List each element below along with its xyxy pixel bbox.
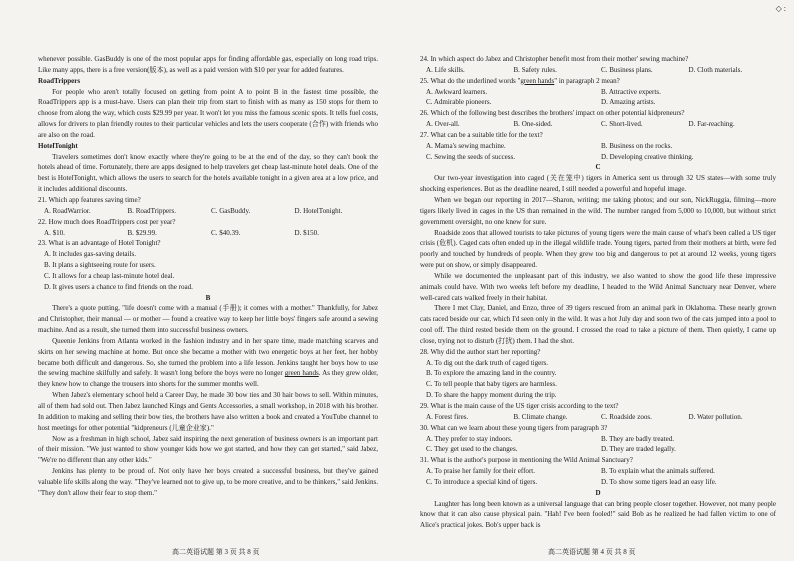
passage-b-paragraph-2: Queenie Jenkins from Atlanta worked in the fashion industry and in her spare time, made matching scarves and skirts on her sewing machine at home. But once she became a mother with two energetic boys at her feet, her hobby became both difficult and dangerous. So, she turned the problem into a life lesson. Jenkins taught her boys how to use the sewing machine skilfully and safely. It wasn't long before the boys were no longer green hands. As they grew older, they knew how to change the trousers into shorts for the summer months well. bbox=[38, 336, 378, 389]
passage-b-paragraph-4: Now as a freshman in high school, Jabez said inspiring the next generation of business owners is an important part of their mission. "We just wanted to show younger kids how we got started, and how they can get started," said Jabez, "We're no different than any other kids." bbox=[38, 434, 378, 465]
question-26-options bbox=[426, 119, 776, 130]
option: C. GasBuddy. bbox=[210, 206, 251, 215]
question-22: 22. How much does RoadTrippers cost per year? bbox=[38, 217, 176, 226]
question-21-options bbox=[44, 206, 378, 217]
option: A. To praise her family for their effort. bbox=[425, 467, 536, 476]
question-29-options bbox=[426, 412, 776, 423]
question-27-options bbox=[426, 141, 776, 152]
option: A. RoadWarrior. bbox=[43, 206, 91, 215]
option: C. Business plans. bbox=[600, 65, 653, 74]
option: A. To dig out the dark truth of caged tigers. bbox=[425, 358, 549, 367]
roadtrippers-paragraph: For people who aren't totally focused on getting from point A to point B in the fastest time possible, the RoadTrippers app is a must-have. Users can plan their trip from start to finish with as many as 150 stops for them to choose from along the way, which costs $29.99 per year. It won't let you miss the famous scenic spots. It tells fuel costs, allows for drivers to plan friendly routes to their particular vehicles and lets the users cooperate (合作) with friends who are also on the road. bbox=[38, 87, 378, 139]
option: C. Roadside zoos. bbox=[600, 412, 652, 421]
passage-c-paragraph-3: Roadside zoos that allowed tourists to take pictures of young tigers were the main cause of what's been called a US tiger crisis (危机). Caged cats often ended up in the illegal wildlife trade. Young tigers, parted from their mothers at birth, were fed poorly and touched by hundreds of people. When they grew too big and dangerous to pet at around 12 weeks, young tigers were put on show, or simply disappeared. bbox=[420, 228, 776, 270]
option: C. It allows for a cheap last-minute hotel deal. bbox=[43, 271, 175, 280]
option: C. Sewing the seeds of success. bbox=[425, 152, 516, 161]
option: D. Cloth materials. bbox=[688, 65, 743, 74]
option: B. One-sided. bbox=[513, 120, 553, 129]
passage-d-paragraph-1: Laughter has long been known as a universal language that can bring people closer together. However, not many people know that it can also cause physical pain. "Hah! I've been fooled!" said Bob as he realized he had fallen victim to one of Alice's practical jokes. Bob's upper back is bbox=[420, 499, 776, 530]
option: A. Forest fires. bbox=[425, 412, 469, 421]
underlined-phrase: green hands bbox=[284, 369, 319, 378]
option: D. To share the happy moment during the trip. bbox=[425, 391, 557, 400]
option: A. Awkward learners. bbox=[425, 87, 488, 96]
option: B. RoadTrippers. bbox=[127, 206, 176, 215]
option: A. Mama's sewing machine. bbox=[425, 141, 506, 150]
question-31: 31. What is the author's purpose in mentioning the Wild Animal Sanctuary? bbox=[420, 456, 633, 465]
option: B. Attractive experts. bbox=[600, 87, 661, 96]
option: D. It gives users a chance to find friends on the road. bbox=[43, 282, 193, 291]
question-27: 27. What can be a suitable title for the text? bbox=[420, 130, 543, 139]
page-footer-left: 高二英语试题 第 3 页 共 8 页 bbox=[172, 548, 260, 556]
option: D. HotelTonight. bbox=[294, 206, 343, 215]
section-b-heading: B bbox=[205, 293, 211, 302]
question-24: 24. In which aspect do Jabez and Christopher benefit most from their mother' sewing machine? bbox=[420, 55, 689, 63]
hoteltonight-heading: HotelTonight bbox=[38, 141, 78, 150]
passage-c-paragraph-4: While we documented the unpleasant part of this industry, we also wanted to show the good life these impressive animals could have. With two weeks left before my deadline, I headed to the Wild Animal Sanctuary near Denver, where well-cared cats walked freely in their habitat. bbox=[420, 271, 776, 302]
option: D. Water pollution. bbox=[688, 412, 743, 421]
section-d-heading: D bbox=[595, 488, 601, 497]
question-27-options bbox=[426, 152, 776, 163]
question-30-options bbox=[426, 444, 776, 455]
option: B. $29.99. bbox=[127, 228, 157, 237]
question-25-options bbox=[426, 87, 776, 98]
section-c-heading: C bbox=[595, 163, 601, 172]
option: C. Short-lived. bbox=[600, 120, 643, 129]
option: B. Climate change. bbox=[513, 412, 568, 421]
question-21: 21. Which app features saving time? bbox=[38, 195, 141, 204]
passage-b-paragraph-1: There's a quote putting, "life doesn't come with a manual (手册); it comes with a mother." Thankfully, for Jabez and Christopher, their manual — or mother — found a creative way to keep her little boys' fingers safe around a sewing machine. And as a result, she turned them into successful business owners. bbox=[38, 304, 378, 335]
passage-b-paragraph-3: When Jabez's elementary school held a Career Day, he made 30 bow ties and 30 hair bows to sell. Within minutes, all of them had sold out. Then Jabez launched Kings and Gents Accessories, a small workshop, in 2018 with his brother. In addition to making and selling their bow ties, the brothers have also written a book and created a YouTube channel to host meetings for other potential "kidpreneurs (儿童企业家)." bbox=[38, 391, 378, 432]
option: D. Developing creative thinking. bbox=[600, 152, 694, 161]
question-29: 29. What is the main cause of the US tiger crisis according to the text? bbox=[420, 402, 619, 410]
question-26: 26. Which of the following best describes the brothers' impact on other potential kidpreneurs? bbox=[420, 109, 685, 118]
option: B. Business on the rocks. bbox=[600, 141, 673, 150]
option: D. To show some tigers lead an easy life. bbox=[600, 477, 717, 486]
question-31-options bbox=[426, 477, 776, 488]
option: D. They are traded legally. bbox=[600, 445, 676, 454]
option: B. To explore the amazing land in the country. bbox=[425, 369, 557, 378]
option: C. To introduce a special kind of tigers. bbox=[425, 477, 538, 486]
question-25: 25. What do the underlined words "green hands" in paragraph 2 mean? bbox=[420, 76, 620, 85]
question-24-options bbox=[426, 65, 776, 76]
option: A. It includes gas-saving details. bbox=[43, 250, 136, 259]
option: B. Safety rules. bbox=[513, 65, 557, 74]
option: B. It plans a sightseeing route for users. bbox=[43, 261, 156, 270]
option: D. $150. bbox=[294, 228, 319, 237]
question-31-options bbox=[426, 466, 776, 477]
passage-a-intro: whenever possible. GasBuddy is one of the most popular apps for finding affordable gas, especially on long road trips. Like many apps, there is a free version(版本), as well as a paid version with $10 per year for added features. bbox=[38, 55, 378, 74]
question-30: 30. What can we learn about these young tigers from paragraph 3? bbox=[420, 423, 608, 432]
passage-b-paragraph-5: Jenkins has plenty to be proud of. Not only have her boys created a successful business, but they've gained valuable life skills along the way. "They've learned not to give up, to be more creative, and to be thinkers," said Jenkins. "They don't allow their fear to stop them." bbox=[38, 467, 378, 497]
question-25-options bbox=[426, 97, 776, 108]
passage-c-paragraph-5: There I met Clay, Daniel, and Enzo, three of 39 tigers rescued from an animal park in Oklahoma. These nearly grown cats raced beside our car, which I'd seen only in the wild. It was a hot July day and soon two of the cats jumped into a pool to cool off. The third rested beside them on the ground. I crossed the road to take a picture of them. Then quietly, I came up close, trying not to disturb (打扰) them. I had the shot. bbox=[420, 304, 776, 345]
corner-mark: ◇ : bbox=[775, 4, 786, 13]
option: C. To tell people that baby tigers are harmless. bbox=[425, 380, 557, 389]
page-footer-right: 高二英语试题 第 4 页 共 8 页 bbox=[548, 548, 636, 556]
option: C. $40.39. bbox=[210, 228, 241, 237]
option: A. They prefer to stay indoors. bbox=[425, 434, 513, 443]
question-22-options bbox=[44, 228, 378, 239]
left-column bbox=[38, 54, 378, 499]
passage-c-paragraph-2: When we began our reporting in 2017—Sharon, writing; me taking photos; and our son, NickRuggia, filming—more tigers likely lived in cages in the US than remained in the wild. The number ranged from 5,000 to 10,000, but without strict government oversight, no one knew for sure. bbox=[420, 195, 776, 226]
option: C. Admirable pioneers. bbox=[425, 98, 492, 107]
option: B. They are badly treated. bbox=[600, 434, 675, 443]
option: A. Life skills. bbox=[425, 65, 465, 74]
right-column bbox=[420, 54, 776, 531]
hoteltonight-paragraph: Travelers sometimes don't know exactly where they're going to be at the end of the day, so they can't book the hotels ahead of time. Fortunately, there are apps designed to help travelers get cheap last-minute hotel deals. One of the best is HotelTonight, which allows the users to search for the hotels available tonight in a given area at a low price, and it includes additional discounts. bbox=[38, 152, 378, 194]
underlined-phrase: green hands bbox=[520, 76, 555, 85]
question-30-options bbox=[426, 434, 776, 445]
option: C. They get used to the changes. bbox=[425, 445, 518, 454]
option: A. $10. bbox=[43, 228, 65, 237]
question-28: 28. Why did the author start her reporting? bbox=[420, 347, 541, 356]
option: D. Amazing artists. bbox=[600, 98, 656, 107]
passage-c-paragraph-1: Our two-year investigation into caged (关在笼中) tigers in America sent us through 32 US states—with some truly shocking experiences. But as the deadline neared, I still needed a powerful and hopeful image. bbox=[420, 174, 776, 194]
option: A. Over-all. bbox=[425, 120, 460, 129]
option: B. To explain what the animals suffered. bbox=[600, 467, 715, 476]
roadtrippers-heading: RoadTrippers bbox=[38, 76, 81, 85]
option: D. Far-reaching. bbox=[688, 120, 735, 129]
question-23: 23. What is an advantage of Hotel Tonight? bbox=[38, 239, 161, 248]
